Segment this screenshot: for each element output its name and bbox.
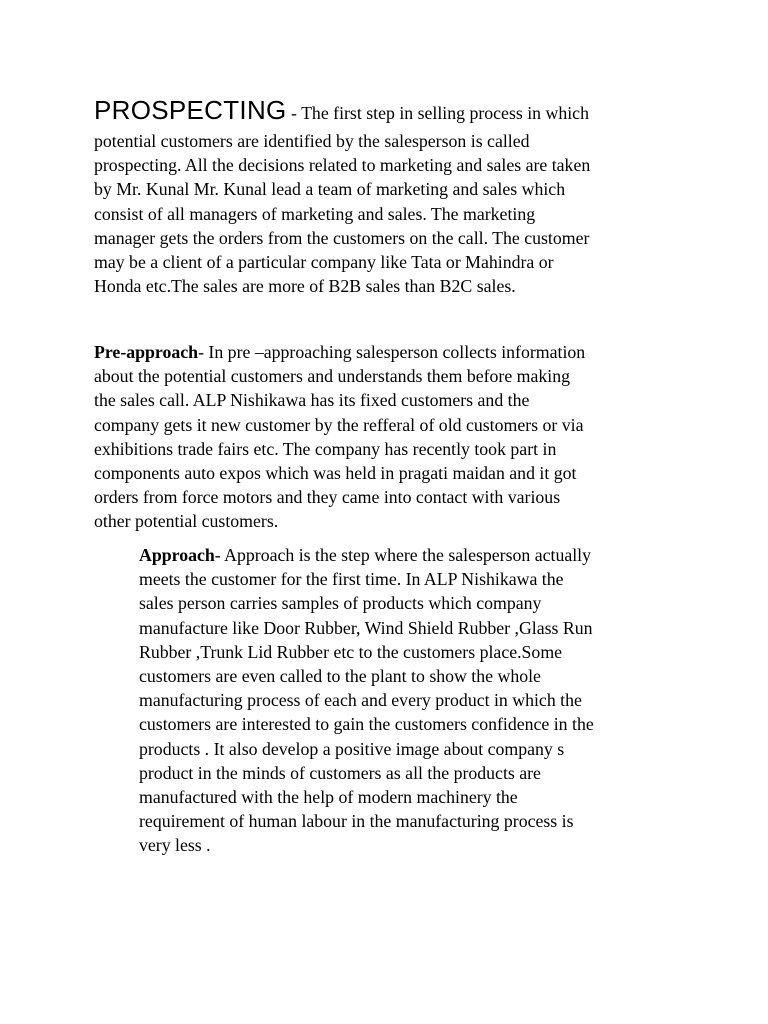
approach-line-9: product in the minds of customers as all the products are (139, 762, 541, 783)
prospecting-line-3: by Mr. Kunal Mr. Kunal lead a team of marketing and sales which (94, 179, 566, 200)
approach-heading: Approach (139, 545, 215, 565)
approach-line-3: manufacture like Door Rubber, Wind Shield Rubber ,Glass Run (139, 617, 593, 638)
prospecting-line-5: manager gets the orders from the customers on the call. The customer (94, 227, 590, 248)
approach-line-4: Rubber ,Trunk Lid Rubber etc to the customers place.Some (139, 641, 563, 662)
prospecting-line-2: prospecting. All the decisions related to marketing and sales are taken (94, 155, 591, 176)
preapproach-line-0: - In pre –approaching salesperson collects information (198, 342, 586, 362)
preapproach-line-6: orders from force motors and they came into contact with various (94, 487, 561, 508)
preapproach-line-3: company gets it new customer by the refferal of old customers or via (94, 414, 584, 435)
prospecting-first-line (94, 94, 590, 129)
prospecting-line-7: Honda etc.The sales are more of B2B sales than B2C sales. (94, 276, 516, 297)
preapproach-line-5: components auto expos which was held in pragati maidan and it got (94, 463, 577, 484)
prospecting-heading: PROSPECTING (94, 95, 287, 125)
preapproach-paragraph (94, 340, 585, 534)
approach-line-1: meets the customer for the first time. In ALP Nishikawa the (139, 569, 564, 590)
approach-line-8: products . It also develop a positive image about company s (139, 738, 565, 759)
prospecting-line-6: may be a client of a particular company like Tata or Mahindra or (94, 252, 554, 273)
approach-line-7: customers are interested to gain the customers confidence in the (139, 714, 594, 735)
prospecting-line-4: consist of all managers of marketing and sales. The marketing (94, 203, 536, 224)
preapproach-heading: Pre-approach (94, 342, 199, 362)
prospecting-line-1: potential customers are identified by the salesperson is called (94, 131, 530, 151)
approach-line-11: requirement of human labour in the manufacturing process is (139, 811, 574, 832)
preapproach-line-7: other potential customers. (94, 511, 279, 532)
prospecting-dash: - (286, 103, 302, 123)
prospecting-line-0: The first step in selling process in which (301, 103, 589, 123)
approach-line-12: very less . (139, 835, 211, 856)
preapproach-line-4: exhibitions trade fairs etc. The company has recently took part in (94, 438, 557, 459)
approach-line-6: manufacturing process of each and every product in which the (139, 690, 582, 711)
prospecting-paragraph (94, 94, 590, 298)
preapproach-line-2: the sales call. ALP Nishikawa has its fixed customers and the (94, 390, 530, 411)
preapproach-line-1: about the potential customers and understands them before making (94, 366, 571, 387)
preapproach-first-line (94, 340, 585, 364)
approach-paragraph (139, 543, 594, 858)
approach-line-0: - Approach is the step where the salesperson actually (214, 545, 592, 565)
approach-line-10: manufactured with the help of modern machinery the (139, 787, 518, 808)
approach-first-line (139, 543, 594, 567)
approach-line-5: customers are even called to the plant to show the whole (139, 666, 541, 687)
approach-line-2: sales person carries samples of products which company (139, 593, 542, 614)
